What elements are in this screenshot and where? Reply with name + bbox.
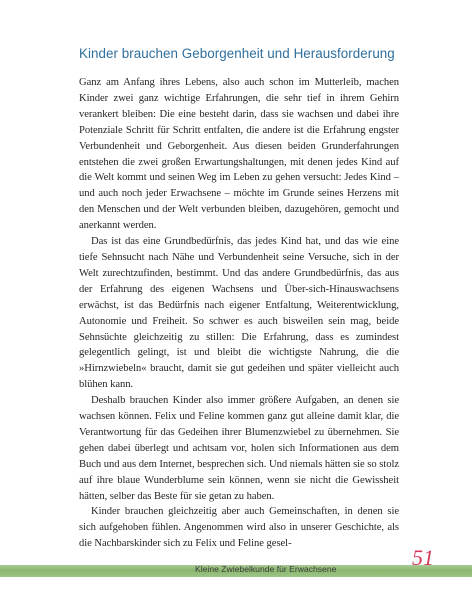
paragraph-3: Deshalb brauchen Kinder also immer größere Aufgaben, an denen sie wachsen können. Felix und Feline kommen ganz gut alleine damit klar, die Verantwortung für das Gedeihen ihrer Blumenzwiebel zu übernehmen. Sie gehen dabei überlegt und achtsam vor, holen sich Informationen aus dem Buch und aus dem Internet, besprechen sich. Und niemals hätten sie so stolz auf ihre blaue Wunderblume sein können, wenn sie nicht die Gewissheit hätten, selber das Beste für sie getan zu haben.: [79, 395, 399, 502]
paragraph-4: Kinder brauchen gleichzeitig aber auch Gemeinschaften, in denen sie sich aufgehoben fühlen. Angenommen wird also in unserer Geschichte, als die Nachbarskinder sich zu Felix und Feline gesel-: [79, 506, 399, 550]
body-text: [79, 75, 399, 552]
running-footer-title: Kleine Zwiebelkunde für Erwachsene: [195, 564, 337, 574]
paragraph-1: Ganz am Anfang ihres Lebens, also auch schon im Mutterleib, machen Kinder zwei ganz wichtige Erfahrungen, die sehr tief in ihrem Gehirn verankert bleiben: Die eine besteht darin, dass sie wachsen und dabei ihre Potenziale Schritt für Schritt entfalten, die andere ist die Erfahrung engster Verbundenheit und Geborgenheit. Aus diesen beiden Grunderfahrungen entstehen die zwei großen Erwartungshaltungen, mit denen jedes Kind auf die Welt kommt und seinen Weg im Leben zu gehen versucht: Jedes Kind – und auch noch jeder Erwachsene – möchte im Grunde seines Herzens mit den Menschen und der Welt verbunden bleiben, dazugehören, gemocht und anerkannt werden.: [79, 77, 399, 232]
page-number: 51: [412, 545, 434, 570]
paragraph-2: Das ist das eine Grundbedürfnis, das jedes Kind hat, und das wie eine tiefe Sehnsucht nach Nähe und Verbundenheit seine Versuche, sich in der Welt zurechtzufinden, bestimmt. Und das andere Grundbedürfnis, das aus der Erfahrung des eigenen Wachsens und Über-sich-Hinauswachsens erwächst, ist das Bedürfnis nach eigener Entfaltung, Weiterentwicklung, Autonomie und Freiheit. So schwer es auch bisweilen sein mag, beide Sehnsüchte gleichzeitig zu stillen: Die Erfahrung, dass es zumindest gelegentlich gelingt, ist und bleibt die wichtigste Nahrung, die die »Hirnzwiebeln« braucht, damit sie gut gedeihen und später vielleicht auch blühen kann.: [79, 236, 399, 391]
section-heading: Kinder brauchen Geborgenheit und Herausforderung: [79, 46, 395, 61]
